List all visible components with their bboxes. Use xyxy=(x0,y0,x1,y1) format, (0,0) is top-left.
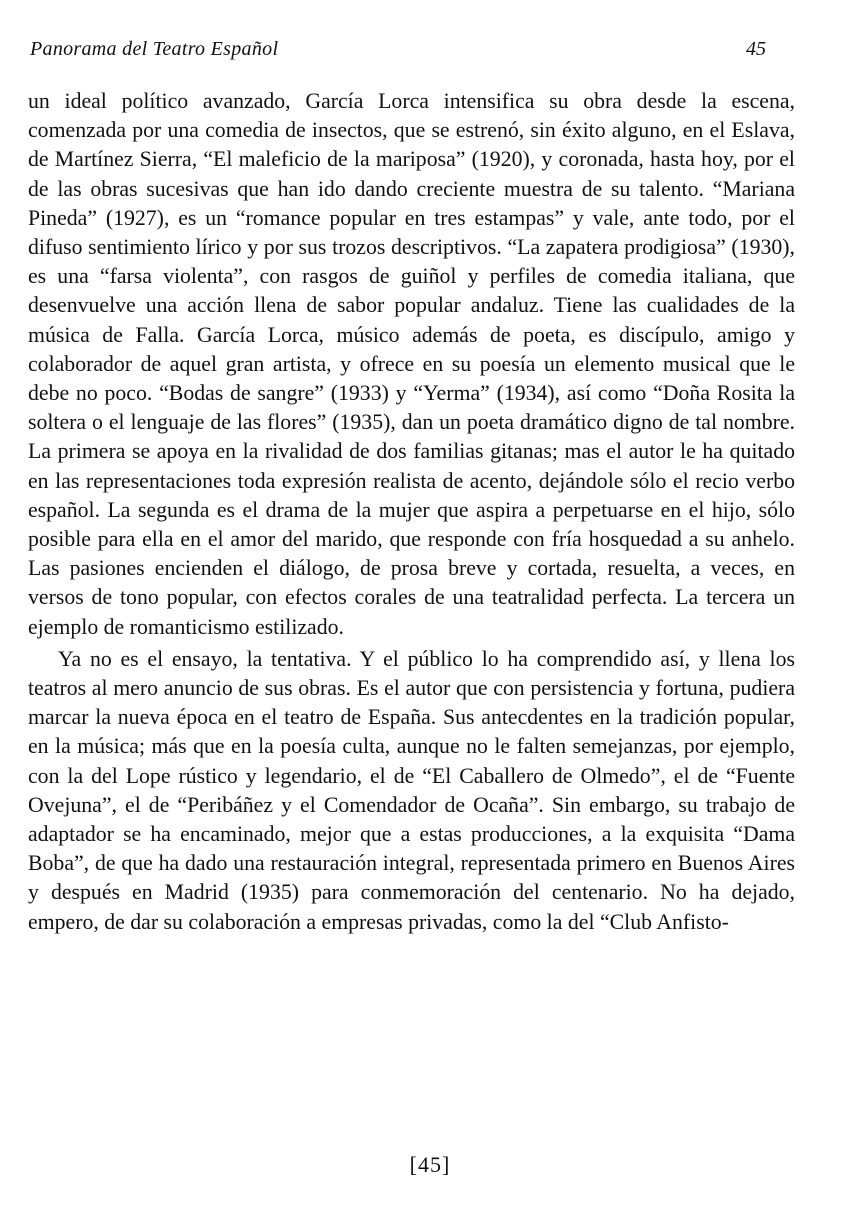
body-text xyxy=(28,87,795,937)
running-title: Panorama del Teatro Español xyxy=(30,38,279,60)
paragraph: un ideal político avanzado, García Lorca intensifica su obra desde la escena, comenzada por una comedia de insectos, que se estrenó, sin éxito alguno, en el Eslava, de Martínez Sierra, “El maleficio de la mariposa” (1920), y coronada, hasta hoy, por el de las obras sucesivas que han ido dando creciente muestra de su talento. “Mariana Pineda” (1927), es un “romance popular en tres estampas” y vale, ante todo, por el difuso sentimiento lírico y por sus trozos descriptivos. “La zapatera prodigiosa” (1930), es una “farsa violenta”, con rasgos de guiñol y perfiles de comedia italiana, que desenvuelve una acción llena de sabor popular andaluz. Tiene las cualidades de la música de Falla. García Lorca, músico además de poeta, es discípulo, amigo y colaborador de aquel gran artista, y ofrece en su poesía un elemento musical que le debe no poco. “Bodas de sangre” (1933) y “Yerma” (1934), así como “Doña Rosita la soltera o el lenguaje de las flores” (1935), dan un poeta dramático digno de tal nombre. La primera se apoya en la rivalidad de dos familias gitanas; mas el autor le ha quitado en las representaciones toda expresión realista de acento, dejándole sólo el recio verbo español. La segunda es el drama de la mujer que aspira a perpetuarse en el hijo, sólo posible para ella en el amor del marido, que responde con fría hosquedad a su anhelo. Las pasiones encienden el diálogo, de prosa breve y cortada, resuelta, a veces, en versos de tono popular, con efectos corales de una teatralidad perfecta. La tercera un ejemplo de romanticismo estilizado. xyxy=(28,89,795,639)
paragraph: Ya no es el ensayo, la tentativa. Y el público lo ha comprendido así, y llena los teatros al mero anuncio de sus obras. Es el autor que con persistencia y fortuna, pudiera marcar la nueva época en el teatro de España. Sus antecdentes en la tradición popular, en la música; más que en la poesía culta, aunque no le falten semejanzas, por ejemplo, con la del Lope rústico y legendario, el de “El Caballero de Olmedo”, el de “Fuente Ovejuna”, el de “Peribáñez y el Comendador de Ocaña”. Sin embargo, su trabajo de adaptador se ha encaminado, mejor que a estas producciones, a la exquisita “Dama Boba”, de que ha dado una restauración integral, representada primero en Buenos Aires y después en Madrid (1935) para conmemoración del centenario. No ha dejado, empero, de dar su colaboración a empresas privadas, como la del “Club Anfisto- xyxy=(28,646,795,934)
page-number: 45 xyxy=(746,38,766,60)
folio-page-number: [45] xyxy=(409,1152,451,1177)
